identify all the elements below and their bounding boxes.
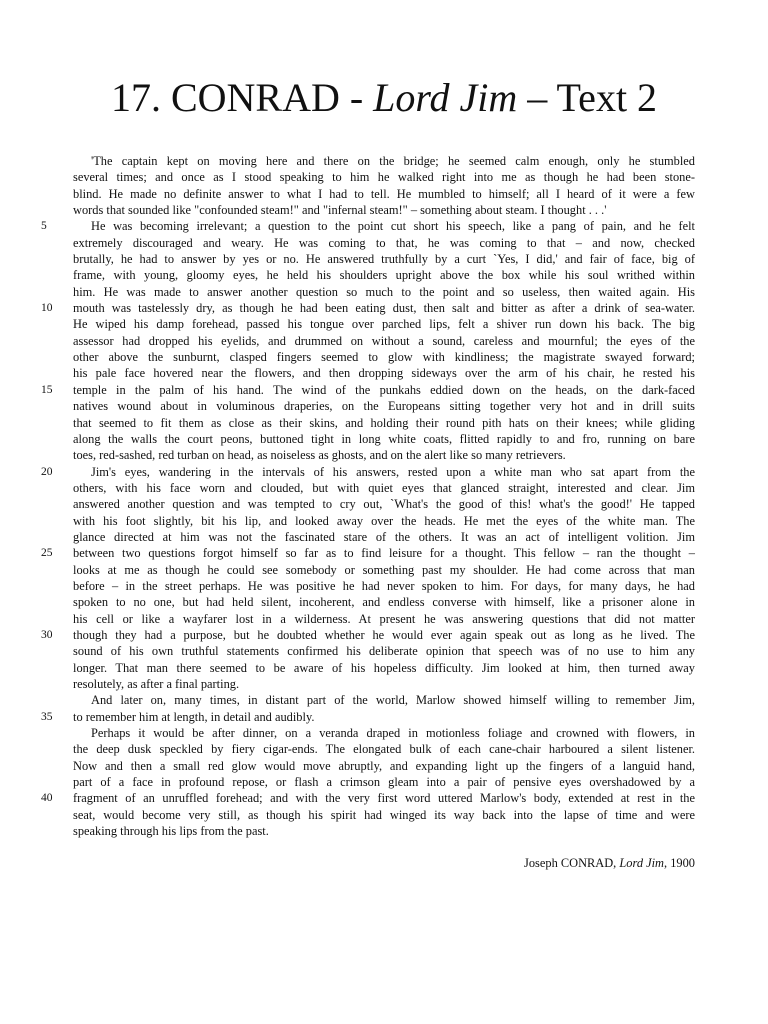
line-text: along the walls the court peons, buttoned tight in long white coats, flitted rapidly to and fro, running on bare xyxy=(73,431,695,446)
text-line xyxy=(73,562,695,578)
text-line xyxy=(73,725,695,741)
text-line xyxy=(41,709,695,725)
page-title xyxy=(0,74,768,122)
text-line xyxy=(73,774,695,790)
text-line xyxy=(73,480,695,496)
title-prefix: 17. CONRAD - xyxy=(110,75,374,120)
line-text: part of a face in profound repose, or flash a crimson gleam into a pair of pensive eyes overshadowed by a xyxy=(73,775,695,790)
line-text: his pale face hovered near the flowers, and then dropping sideways over the arm of his chair, he rested his xyxy=(73,366,695,381)
text-line xyxy=(73,365,695,381)
text-line xyxy=(73,349,695,365)
line-text: brutally, he had to answer by yes or no. He answered truthfully by a curt `Yes, I did,' and fair of face, big of xyxy=(73,252,695,267)
text-line xyxy=(73,529,695,545)
text-line xyxy=(73,447,695,463)
line-text: natives wound about in voluminous draperies, on the Europeans sitting together very hot and in drill suits xyxy=(73,399,695,414)
text-line xyxy=(73,496,695,512)
line-number: 5 xyxy=(41,220,47,233)
line-text: to remember him at length, in detail and audibly. xyxy=(73,709,315,724)
line-text: between two questions forgot himself so far as to find leisure for a thought. This fellow – ran the thought – xyxy=(73,546,695,561)
line-text: longer. That man there seemed to be aware of his hopeless difficulty. Jim looked at him, then turned away xyxy=(73,660,695,675)
line-text: sound of his own truthful statements confirmed his deliberate opinion that speech was of no use to him any xyxy=(73,644,695,659)
text-line xyxy=(73,578,695,594)
text-line xyxy=(73,251,695,267)
line-text: glance directed at him was not the fascinated stare of the others. It was an act of intelligent volition. Jim xyxy=(73,529,695,544)
line-text: though they had a purpose, but he doubted whether he would ever again speak out as long as he lived. The xyxy=(73,627,695,642)
line-number: 30 xyxy=(41,628,53,641)
text-line xyxy=(41,790,695,806)
text-line xyxy=(73,202,695,218)
line-text: spoken to no one, but had held silent, incoherent, and endless converse with himself, like a prisoner alone in xyxy=(73,595,695,610)
title-suffix: – Text 2 xyxy=(517,75,658,120)
line-text: answered another question and was tempted to cry out, `What's the good of this! what's the good!' He tapped xyxy=(73,497,695,512)
excerpt-text xyxy=(41,153,695,839)
line-text: with his foot slightly, bit his lip, and looked away over the heads. He met the eyes of the white man. The xyxy=(73,513,695,528)
attribution-year: , 1900 xyxy=(664,856,695,870)
line-text: frame, with young, gloomy eyes, he held his shoulders upright above the box while his soul writhed within xyxy=(73,268,695,283)
text-line xyxy=(73,153,695,169)
text-line xyxy=(41,464,695,480)
text-line xyxy=(73,807,695,823)
text-line xyxy=(73,643,695,659)
line-text: Perhaps it would be after dinner, on a veranda draped in motionless foliage and crowned with flowers, in xyxy=(91,726,695,741)
line-text: him. He was made to answer another question so much to the point and so useless, then waited again. His xyxy=(73,284,695,299)
text-line xyxy=(41,382,695,398)
text-line xyxy=(73,692,695,708)
line-text: words that sounded like "confounded steam!" and "infernal steam!" – something about steam. I thought . . .' xyxy=(73,203,607,218)
text-line xyxy=(73,823,695,839)
line-number: 25 xyxy=(41,547,53,560)
text-line xyxy=(73,316,695,332)
line-text: that seemed to fit them as close as their skins, and holding their round pith hats on their knees; while gliding xyxy=(73,415,695,430)
line-text: mouth was tastelessly dry, as though he had been eating dust, then salt and bitter as after a drink of sea-water. xyxy=(73,301,695,316)
text-line xyxy=(73,513,695,529)
text-line xyxy=(73,758,695,774)
line-number: 15 xyxy=(41,383,53,396)
line-text: seat, would become very still, as though his spirit had winged its way back into the lapse of time and were xyxy=(73,807,695,822)
line-text: before – in the street perhaps. He was positive he had never spoken to him. For days, for many days, he had xyxy=(73,578,695,593)
text-line xyxy=(41,218,695,234)
line-text: speaking through his lips from the past. xyxy=(73,824,269,839)
text-line xyxy=(73,333,695,349)
line-text: Jim's eyes, wandering in the intervals of his answers, rested upon a white man who sat apart from the xyxy=(91,464,695,479)
text-line xyxy=(73,741,695,757)
text-line xyxy=(73,267,695,283)
text-line xyxy=(41,545,695,561)
text-line xyxy=(73,431,695,447)
line-text: blind. He made no definite answer to what I had to tell. He mumbled to himself; all I heard of it were a few xyxy=(73,186,695,201)
text-line xyxy=(73,235,695,251)
text-line xyxy=(73,415,695,431)
line-text: He wiped his damp forehead, passed his tongue over parched lips, felt a shiver run down his back. The big xyxy=(73,317,695,332)
line-text: Now and then a small red glow would move abruptly, and expanding light up the fingers of a languid hand, xyxy=(73,758,695,773)
line-text: assessor had dropped his eyelids, and drummed on without a sound, careless and mournful; the eyes of the xyxy=(73,333,695,348)
line-number: 40 xyxy=(41,792,53,805)
text-line xyxy=(73,594,695,610)
line-text: resolutely, as after a final parting. xyxy=(73,677,240,691)
line-text: And later on, many times, in distant part of the world, Marlow showed himself willing to remember Jim, xyxy=(91,693,695,708)
line-text: 'The captain kept on moving here and there on the bridge; he seemed calm enough, only he stumbled xyxy=(91,154,695,168)
line-text: extremely discouraged and weary. He was coming to that, he was coming to that – and now, checked xyxy=(73,235,695,250)
attribution-author: Joseph CONRAD, xyxy=(524,856,620,870)
text-line xyxy=(73,398,695,414)
text-line xyxy=(73,186,695,202)
text-line xyxy=(41,627,695,643)
title-work: Lord Jim xyxy=(373,75,518,120)
text-line xyxy=(73,169,695,185)
text-line xyxy=(73,611,695,627)
line-number: 20 xyxy=(41,465,53,478)
line-text: his cell or like a wayfarer lost in a wilderness. At present he was answering questions that did not matter xyxy=(73,611,695,626)
line-text: fragment of an unruffled forehead; and with the very first word uttered Marlow's body, extended at rest in the xyxy=(73,791,695,806)
line-number: 10 xyxy=(41,302,53,315)
attribution-work: Lord Jim xyxy=(619,856,665,870)
line-number: 35 xyxy=(41,710,53,723)
line-text: temple in the palm of his hand. The wind of the punkahs eddied down on the heads, on the dark-faced xyxy=(73,382,695,397)
line-text: other above the sunburnt, clasped fingers seemed to glow with kindliness; the magistrate swayed forward; xyxy=(73,350,695,365)
line-text: toes, red-sashed, red turban on head, as noiseless as ghosts, and on the alert like so many retrievers. xyxy=(73,448,566,463)
text-line xyxy=(73,676,695,692)
line-text: the deep dusk speckled by fiery cigar-ends. The elongated bulk of each cane-chair harboured a silent listener. xyxy=(73,742,695,757)
line-text: others, with his face worn and clouded, but with quiet eyes that glanced straight, interested and clear. Jim xyxy=(73,480,695,495)
text-line xyxy=(41,300,695,316)
line-text: He was becoming irrelevant; a question to the point cut short his speech, like a pang of pain, and he felt xyxy=(91,219,695,234)
attribution xyxy=(73,855,695,871)
text-line xyxy=(73,284,695,300)
line-text: several times; and once as I stood speaking to him he walked right into me as though he had been stone- xyxy=(73,170,695,185)
line-text: looks at me as though he could see somebody or something past my shoulder. He had come across that man xyxy=(73,562,695,577)
text-line xyxy=(73,660,695,676)
